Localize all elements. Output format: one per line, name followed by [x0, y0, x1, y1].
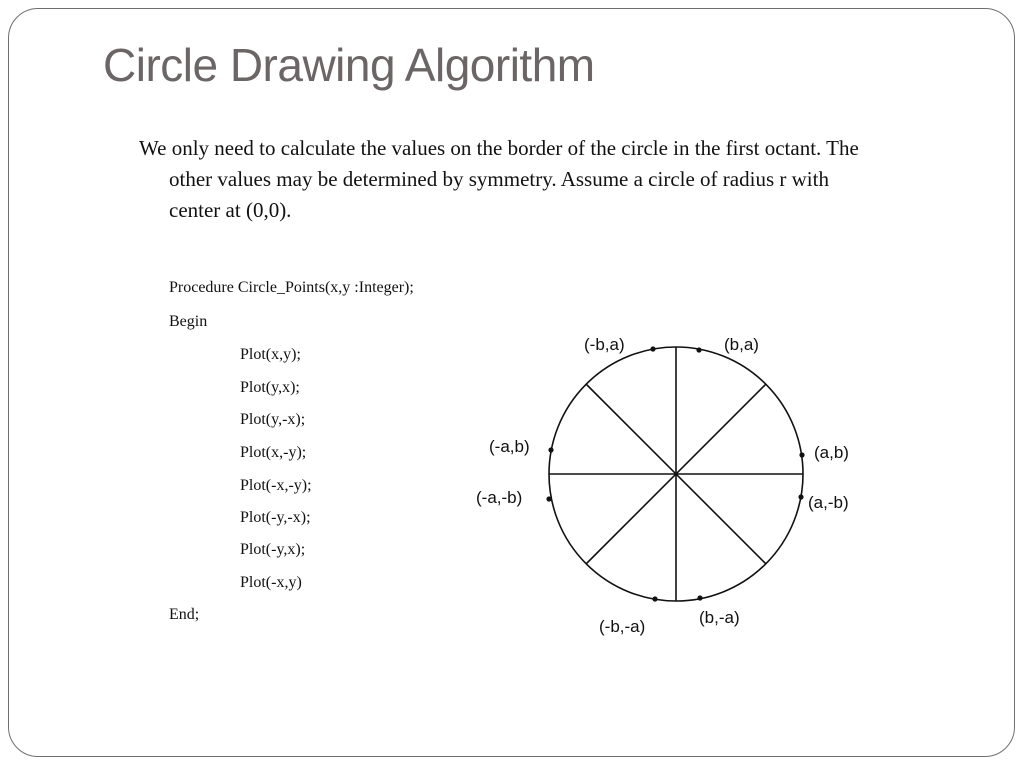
plot-statement: Plot(-x,-y); — [240, 477, 312, 494]
slide-title: Circle Drawing Algorithm — [103, 39, 595, 91]
point-marker — [799, 452, 804, 457]
point-marker — [548, 447, 553, 452]
circle-symmetry-diagram — [440, 320, 900, 650]
point-label-neg-a-b: (-a,b) — [489, 437, 530, 456]
intro-line-1: We only need to calculate the values on the border of the circle in the first octant. The — [139, 136, 859, 160]
intro-paragraph — [139, 133, 954, 226]
point-label-b-a: (b,a) — [724, 335, 759, 354]
intro-line-3: center at (0,0). — [169, 198, 292, 222]
plot-statement: Plot(-y,x); — [240, 541, 306, 558]
intro-line-2: other values may be determined by symmetry. Assume a circle of radius r with — [169, 167, 829, 191]
point-marker — [650, 346, 655, 351]
plot-statement: Plot(-x,y) — [240, 574, 302, 591]
point-label-b-neg-a: (b,-a) — [699, 608, 740, 627]
point-marker — [546, 496, 551, 501]
procedure-end: End; — [169, 606, 200, 623]
procedure-begin: Begin — [169, 313, 208, 330]
point-label-neg-a-neg-b: (-a,-b) — [476, 488, 523, 507]
point-marker — [697, 595, 702, 600]
plot-statement: Plot(-y,-x); — [240, 509, 311, 526]
point-marker — [798, 494, 803, 499]
procedure-header: Procedure Circle_Points(x,y :Integer); — [169, 279, 414, 296]
plot-statement: Plot(y,x); — [240, 379, 300, 396]
point-label-a-b: (a,b) — [814, 443, 849, 462]
plot-statement: Plot(y,-x); — [240, 411, 306, 428]
point-label-neg-b-neg-a: (-b,-a) — [599, 617, 646, 636]
point-label-a-neg-b: (a,-b) — [808, 493, 849, 512]
point-label-neg-b-a: (-b,a) — [584, 335, 625, 354]
plot-statement: Plot(x,y); — [240, 346, 301, 363]
point-marker — [696, 347, 701, 352]
point-marker — [652, 596, 657, 601]
plot-statement: Plot(x,-y); — [240, 444, 307, 461]
